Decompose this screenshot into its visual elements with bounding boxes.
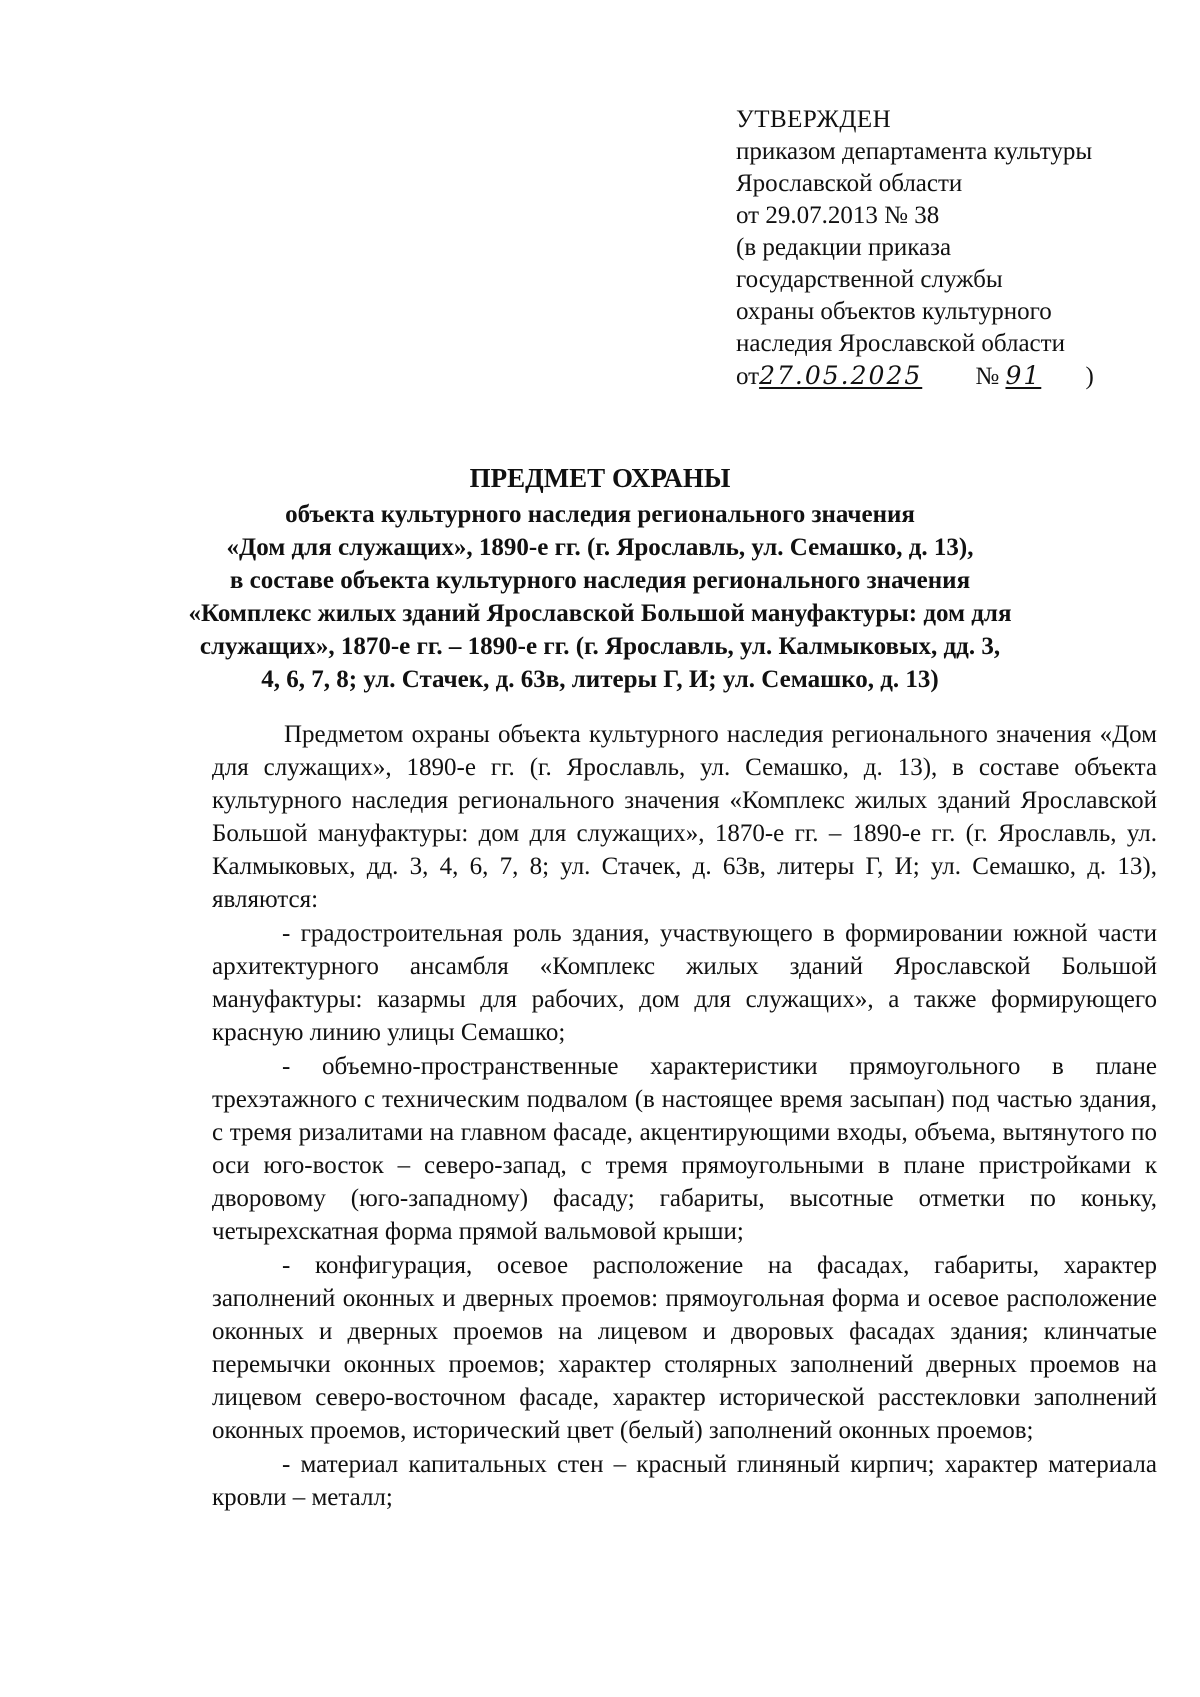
list-item: - градостроительная роль здания, участвующего в формировании южной части архитектурного ансамбля «Комплекс жилых зданий Ярославской Большой мануфактуры: казармы для рабочих, дом для служащих», а также формирующего красную линию улицы Семашко; [212, 920, 1157, 1046]
approval-line: от 29.07.2013 № 38 [736, 202, 940, 229]
sig-number-label: № [975, 363, 1000, 390]
approval-signature-line [736, 360, 1156, 393]
approval-heading: УТВЕРЖДЕН [736, 106, 892, 133]
approval-line: приказом департамента культуры [736, 138, 1093, 165]
approval-line: охраны объектов культурного [736, 298, 1052, 325]
document-body [212, 718, 1157, 1515]
list-item: - материал капитальных стен – красный глиняный кирпич; характер материала кровли – металл; [212, 1451, 1157, 1511]
sig-prefix: от [736, 363, 760, 390]
approval-line: (в редакции приказа [736, 234, 952, 261]
title-line: «Комплекс жилых зданий Ярославской Большой мануфактуры: дом для [188, 600, 1012, 627]
intro-paragraph: Предметом охраны объекта культурного наследия регионального значения «Дом для служащих», 1890-е гг. (г. Ярославль, ул. Семашко, д. 13), в составе объекта культурного наследия регионального значения «Комплекс жилых зданий Ярославской Большой мануфактуры: дом для служащих», 1870-е гг. – 1890-е гг. (г. Ярославль, ул. Калмыковых, дд. 3, 4, 6, 7, 8; ул. Стачек, д. 63в, литеры Г, И; ул. Семашко, д. 13), являются: [212, 721, 1157, 913]
handwritten-number: 91 [1005, 361, 1042, 390]
approval-line: государственной службы [736, 266, 1003, 293]
title-line: в составе объекта культурного наследия регионального значения [229, 567, 971, 594]
title-line: объекта культурного наследия регионального значения [285, 501, 915, 528]
handwritten-date: 27.05.2025 [759, 361, 923, 390]
title-line: «Дом для служащих», 1890-е гг. (г. Ярославль, ул. Семашко, д. 13), [226, 534, 974, 561]
list-item: - конфигурация, осевое расположение на фасадах, габариты, характер заполнений оконных и дверных проемов: прямоугольная форма и осевое расположение оконных и дверных проемов на лицевом и дворовых фасадах здания; клинчатые перемычки оконных проемов; характер столярных заполнений дверных проемов на лицевом северо-восточном фасаде, характер исторической расстекловки заполнений оконных проемов, исторический цвет (белый) заполнений оконных проемов; [212, 1252, 1157, 1444]
document-title-block [160, 460, 1040, 696]
document-title: ПРЕДМЕТ ОХРАНЫ [469, 463, 731, 493]
approval-line: Ярославской области [736, 170, 963, 197]
title-line: служащих», 1870-е гг. – 1890-е гг. (г. Ярославль, ул. Калмыковых, дд. 3, [199, 633, 1001, 660]
list-item: - объемно-пространственные характеристики прямоугольного в плане трехэтажного с техническим подвалом (в настоящее время засыпан) под частью здания, с тремя ризалитами на главном фасаде, акцентирующими входы, объема, вытянутого по оси юго-восток – северо-запад, с тремя прямоугольными в плане пристройками к дворовому (юго-западному) фасаду; габариты, высотные отметки по коньку, четырехскатная форма прямой вальмовой крыши; [212, 1053, 1157, 1245]
title-line: 4, 6, 7, 8; ул. Стачек, д. 63в, литеры Г, И; ул. Семашко, д. 13) [261, 666, 939, 693]
approval-line: наследия Ярославской области [736, 330, 1065, 357]
approval-stamp-block [736, 104, 1156, 393]
sig-close: ) [1085, 363, 1094, 390]
